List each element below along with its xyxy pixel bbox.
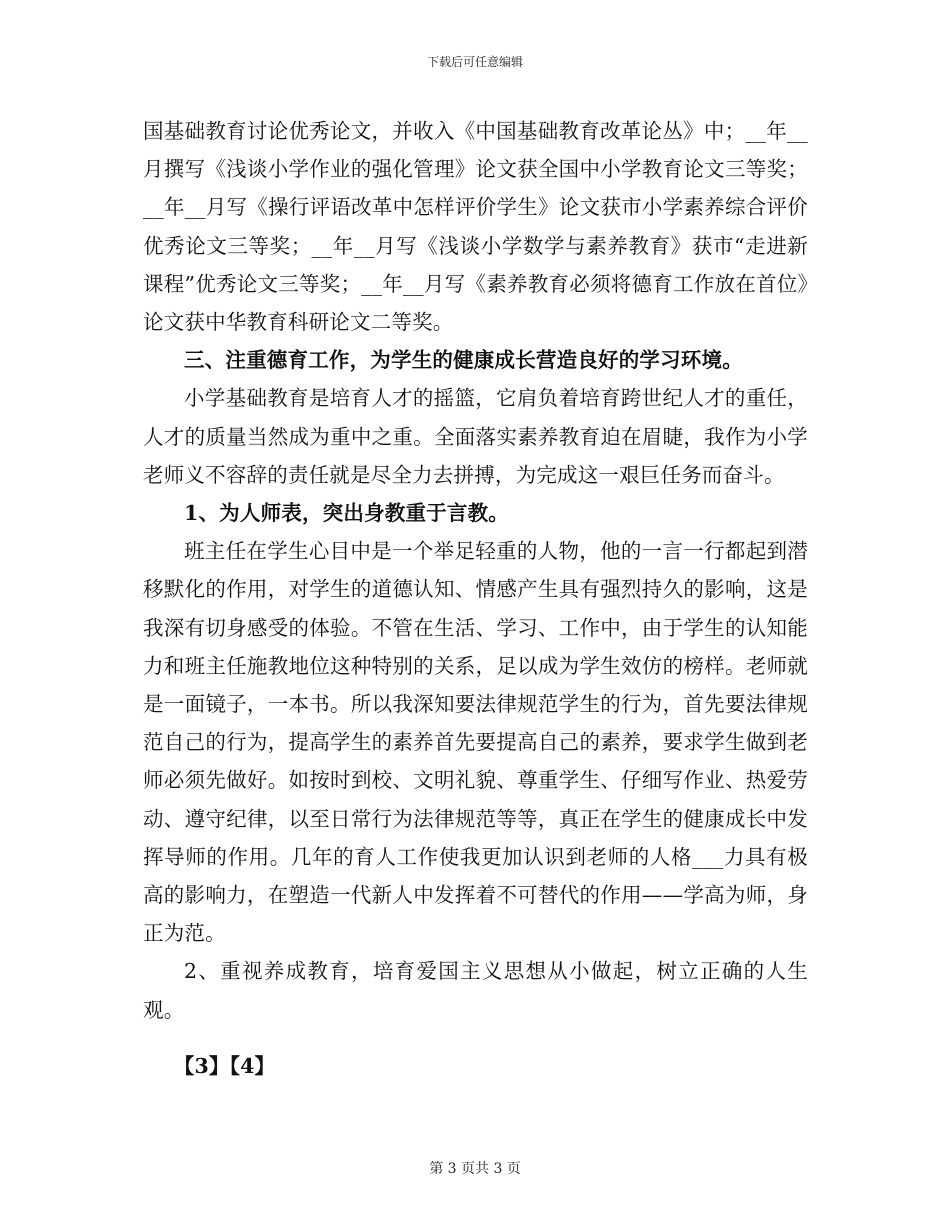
paragraph-habit-education: 2、重视养成教育，培育爱国主义思想从小做起，树立正确的人生观。 [143, 959, 808, 1022]
page-header-note: 下载后可任意编辑 [426, 55, 523, 69]
subheading-lead-by-example: 1、为人师表，突出身教重于言教。 [184, 501, 509, 526]
reference-markers: 【3】【4】 [173, 1053, 276, 1078]
paragraph-class-teacher-role: 班主任在学生心目中是一个举足轻重的人物，他的一言一行都起到潜移默化的作用，对学生的道德认知、情感产生具有强烈持久的影响，这是我深有切身感受的体验。不管在生活、学习、工作中，由于学生的认知能力和班主任施教地位这种特别的关系，足以成为学生效仿的榜样。老师就是一面镜子，一本书。所以我深知要法律规范学生的行为，首先要法律规范自己的行为，提高学生的素养首先要提高自己的素养，要求学生做到老师必须先做好。如按时到校、文明礼貌、尊重学生、仔细写作业、热爱劳动、遵守纪律，以至日常行为法律规范等等，真正在学生的健康成长中发挥导师的作用。几年的育人工作使我更加认识到老师的人格___力具有极高的影响力，在塑造一代新人中发挥着不可替代的作用——学高为师，身正为范。 [143, 539, 808, 946]
document-body [143, 112, 808, 1085]
paragraph-awards: 国基础教育讨论优秀论文，并收入《中国基础教育改革论丛》中；__年__月撰写《浅谈小学作业的强化管理》论文获全国中小学教育论文三等奖；__年__月写《操行评语改革中怎样评价学生》论文获市小学素养综合评价优秀论文三等奖；__年__月写《浅谈小学数学与素养教育》获市“走进新课程”优秀论文三等奖；__年__月写《素养教育必须将德育工作放在首位》论文获中华教育科研论文二等奖。 [143, 119, 808, 335]
section-heading-moral-education: 三、注重德育工作，为学生的健康成长营造良好的学习环境。 [184, 348, 743, 373]
page-number-footer: 第 3 页共 3 页 [429, 1161, 521, 1177]
paragraph-basic-education: 小学基础教育是培育人才的摇篮，它肩负着培育跨世纪人才的重任，人才的质量当然成为重中之重。全面落实素养教育迫在眉睫，我作为小学老师义不容辞的责任就是尽全力去拼搏，为完成这一艰巨任务而奋斗。 [143, 386, 808, 487]
